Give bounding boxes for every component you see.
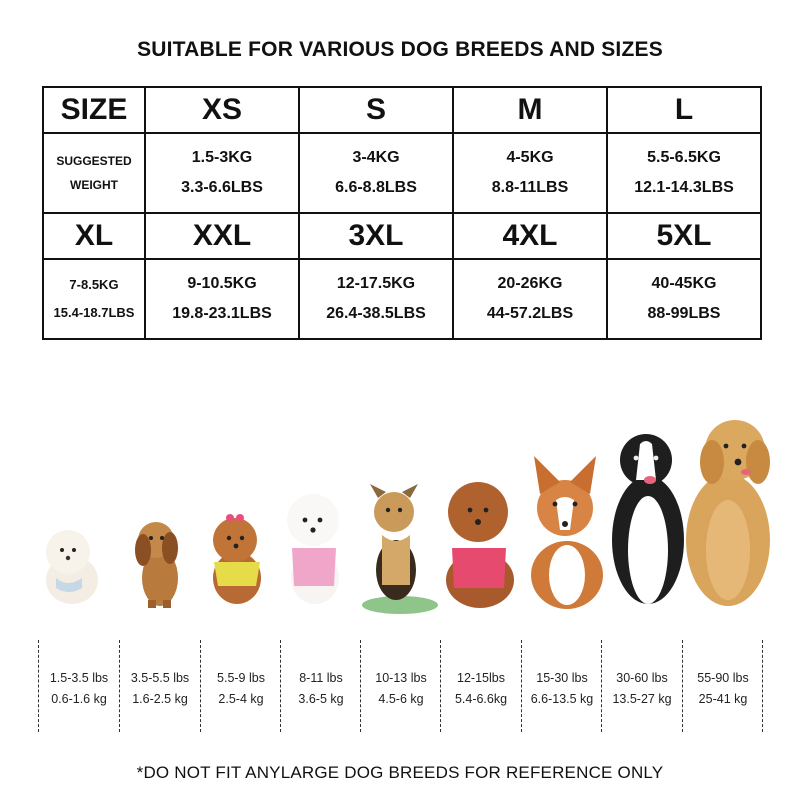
weight-lbs: 12.1-14.3LBS bbox=[634, 179, 734, 196]
yorkie-illustration bbox=[362, 484, 438, 614]
weight-cell-m bbox=[453, 133, 607, 213]
weight-lbs: 10-13 lbs bbox=[375, 671, 427, 685]
weight-lbs: 3.3-6.6LBS bbox=[181, 179, 263, 196]
size-chart-table bbox=[42, 86, 762, 340]
weight-lbs: 1.5-3.5 lbs bbox=[49, 671, 109, 685]
size-label-xs: XS bbox=[145, 87, 299, 133]
weight-kg: 5.5-6.5KG bbox=[647, 149, 721, 166]
weight-lbs: 8-11 lbs bbox=[299, 671, 343, 685]
weight-kg: 7-8.5KG bbox=[69, 277, 119, 292]
size-label-xl: XL bbox=[43, 213, 145, 259]
weight-lbs: 5.5-9 lbs bbox=[217, 671, 265, 685]
poodle-pink-hoodie-illustration bbox=[446, 482, 514, 608]
size-label-4xl: 4XL bbox=[453, 213, 607, 259]
dog-weight-range bbox=[200, 668, 282, 710]
weight-lbs: 6.6-8.8LBS bbox=[335, 179, 417, 196]
dog-weight-range bbox=[38, 668, 120, 710]
corgi-illustration bbox=[531, 456, 603, 609]
weight-lbs: 30-60 lbs bbox=[616, 671, 668, 685]
weight-lbs: 26.4-38.5LBS bbox=[326, 305, 426, 322]
weight-kg: 5.4-6.6kg bbox=[454, 692, 508, 706]
dog-weight-range bbox=[119, 668, 201, 710]
size-label-s: S bbox=[299, 87, 453, 133]
size-label-3xl: 3XL bbox=[299, 213, 453, 259]
weight-kg: 20-26KG bbox=[497, 275, 563, 292]
dog-weight-range bbox=[440, 668, 522, 710]
size-label-xxl: XXL bbox=[145, 213, 299, 259]
suggested-weight-header bbox=[43, 133, 145, 213]
weight-kg: 1.5-3KG bbox=[191, 149, 253, 166]
weight-header-line1: SUGGESTED bbox=[56, 154, 132, 168]
weight-header-line2: WEIGHT bbox=[70, 178, 118, 192]
poodle-yellow-coat-illustration bbox=[213, 514, 261, 604]
weight-lbs: 15.4-18.7LBS bbox=[53, 305, 135, 320]
weight-lbs: 3.5-5.5 lbs bbox=[130, 671, 190, 685]
border-collie-illustration bbox=[612, 434, 684, 604]
size-header: SIZE bbox=[43, 87, 145, 133]
dog-lineup-illustration bbox=[0, 400, 800, 615]
golden-retriever-illustration bbox=[686, 420, 770, 606]
weight-kg: 40-45KG bbox=[651, 275, 717, 292]
weight-kg: 6.6-13.5 kg bbox=[530, 692, 594, 706]
weight-kg: 4.5-6 kg bbox=[378, 692, 424, 706]
weight-cell-3xl bbox=[299, 259, 453, 339]
weight-lbs: 55-90 lbs bbox=[697, 671, 749, 685]
weight-lbs: 12-15lbs bbox=[457, 671, 505, 685]
weight-cell-xl bbox=[43, 259, 145, 339]
weight-kg: 0.6-1.6 kg bbox=[51, 692, 107, 706]
size-row-2 bbox=[43, 213, 761, 259]
dog-weight-range bbox=[280, 668, 362, 710]
weight-kg: 25-41 kg bbox=[698, 692, 748, 706]
weight-cell-s bbox=[299, 133, 453, 213]
white-puppy-illustration bbox=[46, 530, 98, 604]
bichon-pink-coat-illustration bbox=[287, 494, 339, 604]
size-label-5xl: 5XL bbox=[607, 213, 761, 259]
weight-lbs: 88-99LBS bbox=[647, 305, 721, 322]
size-label-l: L bbox=[607, 87, 761, 133]
dog-weight-range bbox=[360, 668, 442, 710]
weight-cell-xxl bbox=[145, 259, 299, 339]
weight-cell-l bbox=[607, 133, 761, 213]
weight-row-1 bbox=[43, 133, 761, 213]
weight-lbs: 19.8-23.1LBS bbox=[172, 305, 272, 322]
weight-lbs: 44-57.2LBS bbox=[486, 305, 574, 322]
weight-cell-xs bbox=[145, 133, 299, 213]
weight-cell-5xl bbox=[607, 259, 761, 339]
weight-kg: 12-17.5KG bbox=[336, 275, 416, 292]
weight-lbs: 15-30 lbs bbox=[536, 671, 588, 685]
size-label-m: M bbox=[453, 87, 607, 133]
disclaimer-footer: *DO NOT FIT ANYLARGE DOG BREEDS FOR REFERENCE ONLY bbox=[136, 763, 664, 782]
weight-kg: 4-5KG bbox=[506, 149, 554, 166]
weight-kg: 1.6-2.5 kg bbox=[132, 692, 188, 706]
weight-lbs: 8.8-11LBS bbox=[491, 179, 569, 196]
size-row-1 bbox=[43, 87, 761, 133]
weight-kg: 9-10.5KG bbox=[187, 275, 257, 292]
dog-weight-range bbox=[521, 668, 603, 710]
weight-kg: 13.5-27 kg bbox=[612, 692, 672, 706]
weight-cell-4xl bbox=[453, 259, 607, 339]
weight-range-strip bbox=[0, 640, 800, 732]
weight-row-2 bbox=[43, 259, 761, 339]
weight-kg: 2.5-4 kg bbox=[218, 692, 264, 706]
spaniel-puppy-illustration bbox=[135, 522, 178, 608]
weight-kg: 3.6-5 kg bbox=[298, 692, 344, 706]
weight-kg: 3-4KG bbox=[352, 149, 400, 166]
dog-weight-range bbox=[682, 668, 764, 710]
page-title: SUITABLE FOR VARIOUS DOG BREEDS AND SIZES bbox=[137, 38, 663, 61]
dog-weight-range bbox=[601, 668, 683, 710]
